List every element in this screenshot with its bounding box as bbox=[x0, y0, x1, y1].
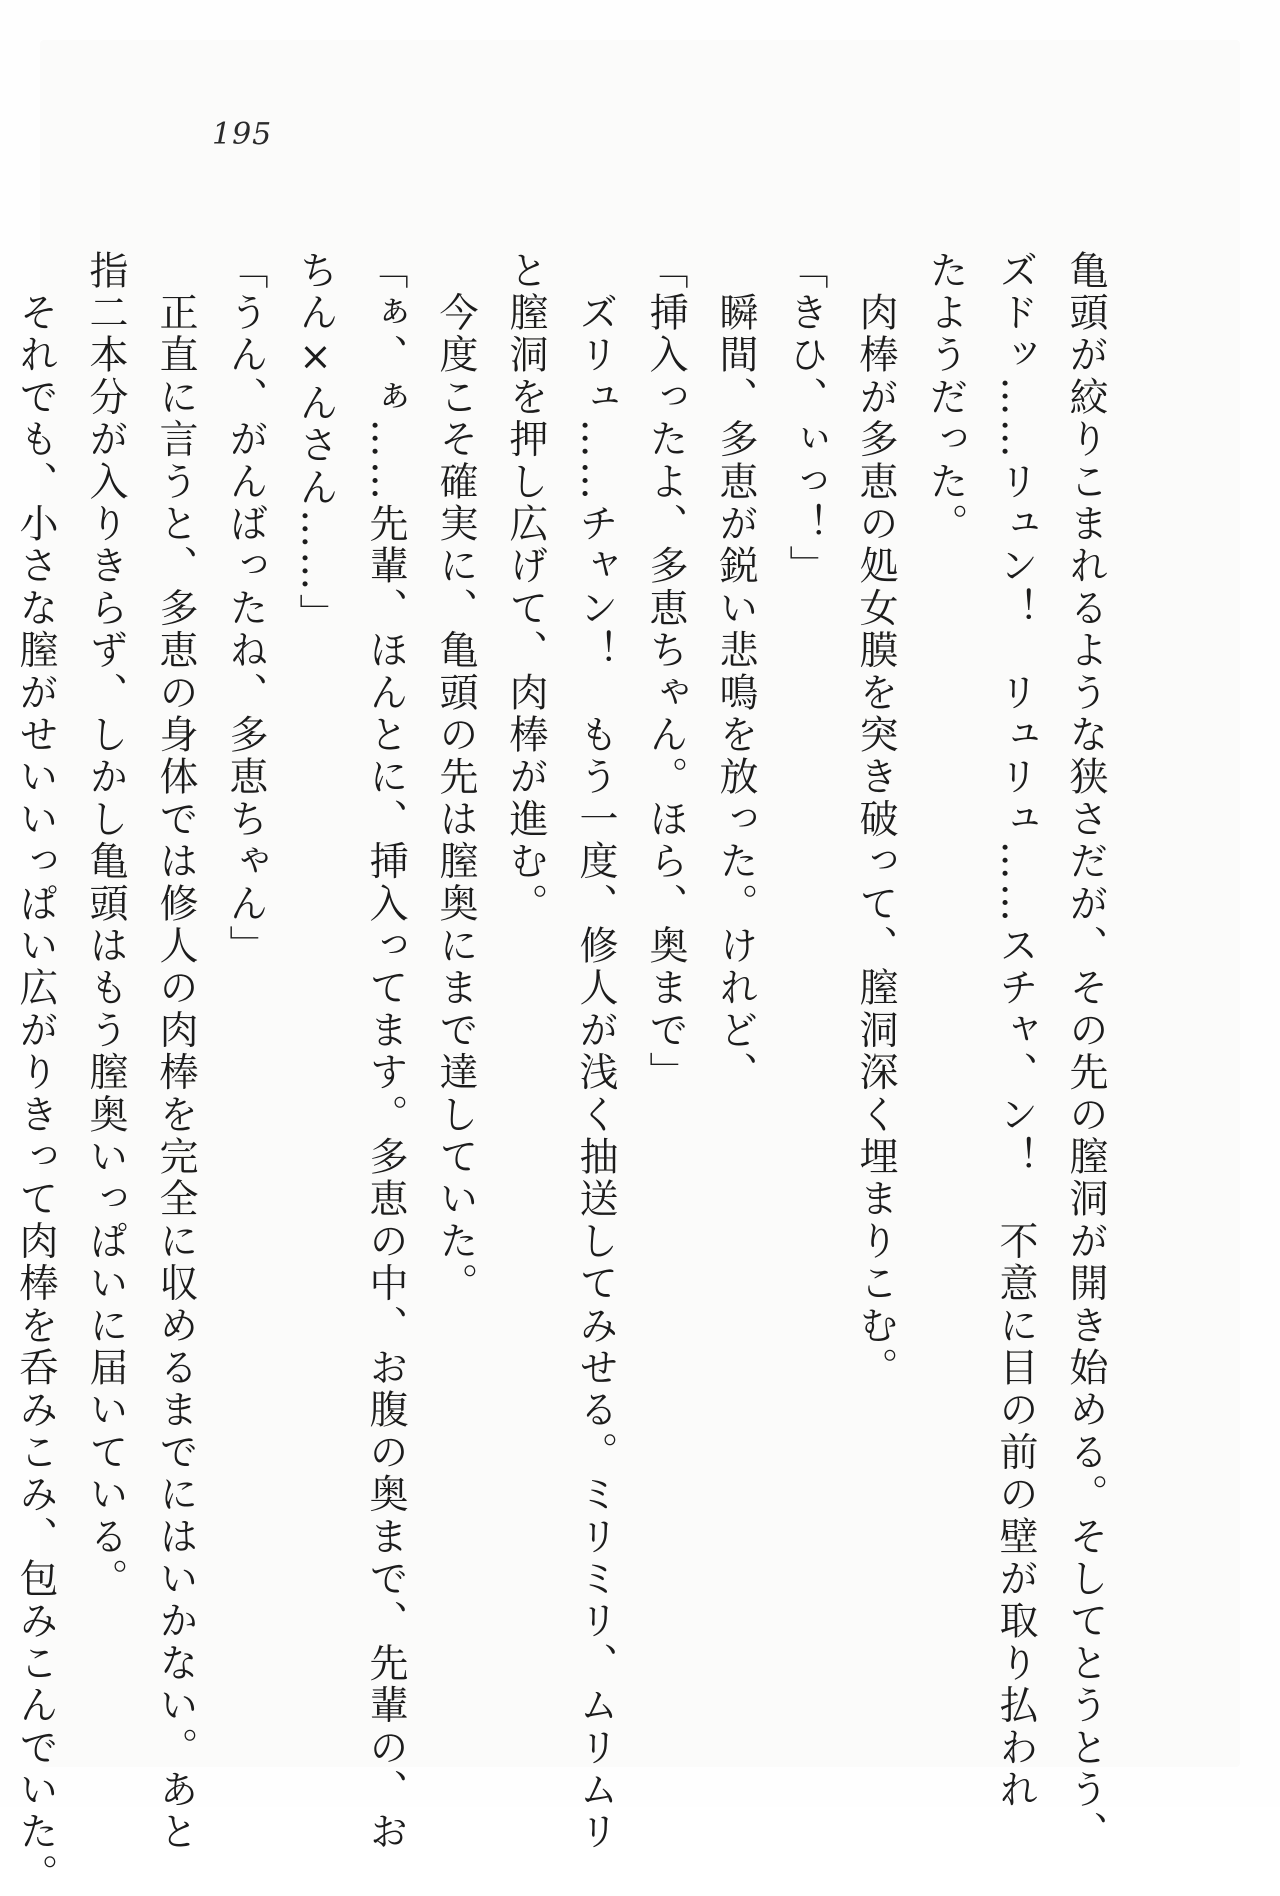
text-line: たようだった。 bbox=[923, 250, 968, 546]
text-line: ズリュ……チャン！ もう一度、修人が浅く抽送してみせる。ミリミリ、ムリムリ bbox=[573, 250, 618, 1854]
text-line: 「ぁ、ぁ……先輩、ほんとに、挿入ってます。多恵の中、お腹の奥まで、先輩の、お bbox=[363, 250, 408, 1854]
text-line: 「うん、がんばったね、多恵ちゃん」 bbox=[223, 250, 268, 968]
page-number: 195 bbox=[212, 117, 273, 152]
text-line: 指二本分が入りきらず、しかし亀頭はもう膣奥いっぱいに届いている。 bbox=[83, 250, 128, 1601]
text-line: 「きひ、ぃっ！」 bbox=[783, 250, 828, 588]
text-line: ズドッ……リュン！ リュリュ……スチャ、ン！ 不意に目の前の壁が取り払われ bbox=[993, 250, 1038, 1812]
text-line: と膣洞を押し広げて、肉棒が進む。 bbox=[503, 250, 548, 926]
text-line: 瞬間、多恵が鋭い悲鳴を放った。けれど、 bbox=[713, 250, 758, 1094]
text-line: 肉棒が多恵の処女膜を突き破って、膣洞深く埋まりこむ。 bbox=[853, 250, 898, 1390]
text-line: 「挿入ったよ、多恵ちゃん。ほら、奥まで」 bbox=[643, 250, 688, 1094]
text-line: 今度こそ確実に、亀頭の先は膣奥にまで達していた。 bbox=[433, 250, 478, 1305]
text-line: ちん×んさん……」 bbox=[293, 250, 338, 636]
text-line: 亀頭が絞りこまれるような狭さだが、その先の膣洞が開き始める。そしてとうとう、 bbox=[1063, 250, 1108, 1854]
text-line: 正直に言うと、多恵の身体では修人の肉棒を完全に収めるまでにはいかない。あと bbox=[153, 250, 198, 1854]
body-text bbox=[13, 250, 1120, 1896]
text-line: それでも、小さな膣がせいいっぱい広がりきって肉棒を呑みこみ、包みこんでいた。 bbox=[13, 250, 58, 1896]
